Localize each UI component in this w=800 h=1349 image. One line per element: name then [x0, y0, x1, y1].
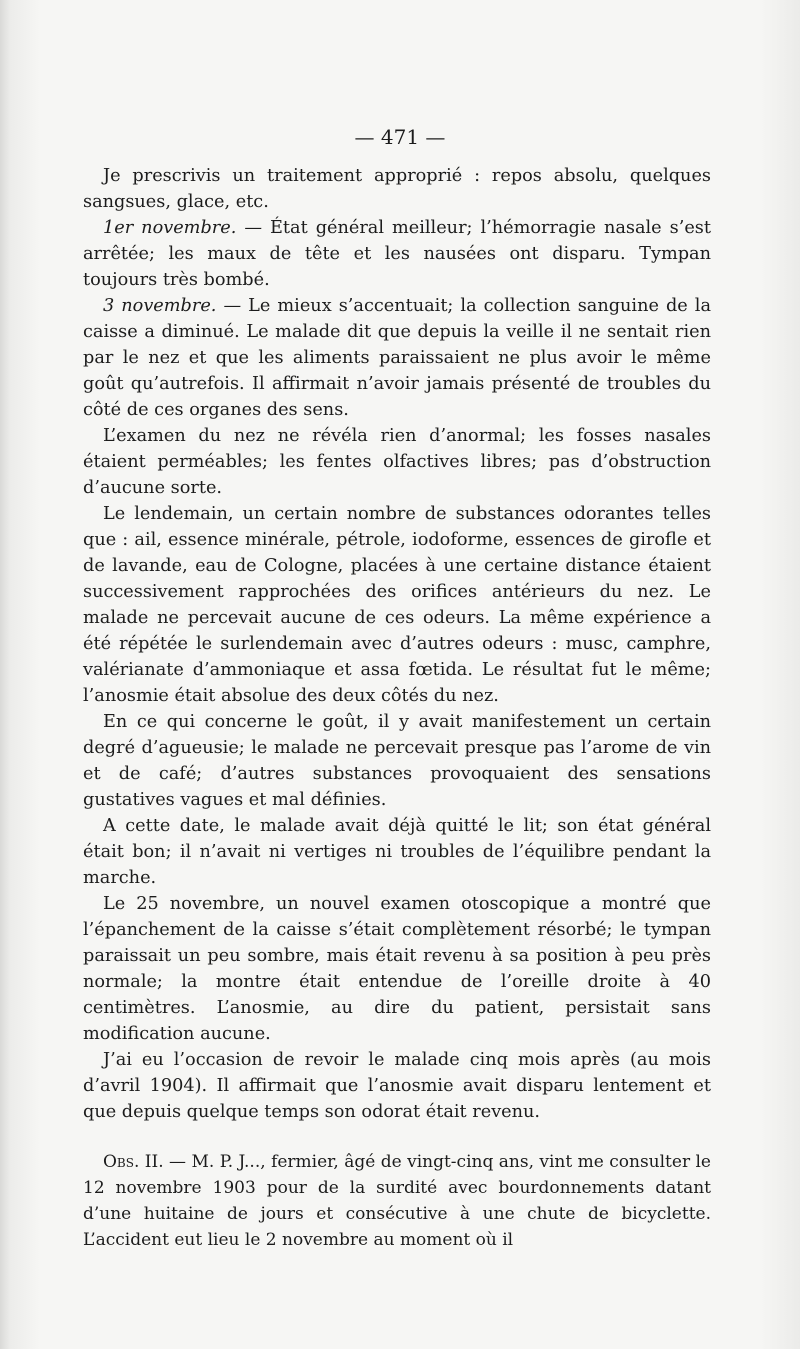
- date-heading: 3 novembre. —: [103, 296, 249, 316]
- paragraph-text: Le lendemain, un certain nombre de substances odorantes telles que : ail, essence minérale, pétrole, iodoforme, essences de girofle et de lavande, eau de Cologne, placées à une certaine distance étaient successivement rapprochées des orifices antérieurs du nez. Le malade ne percevait aucune de ces odeurs. La même expérience a été répétée le surlendemain avec d’autres odeurs : musc, camphre, valérianate d’ammoniaque et assa fœtida. Le résultat fut le même; l’anosmie était absolue des deux côtés du nez.: [83, 504, 711, 706]
- paragraph-text: L’examen du nez ne révéla rien d’anormal; les fosses nasales étaient perméables; les fentes olfactives libres; pas d’obstruction d’aucune sorte.: [83, 426, 711, 498]
- paragraph-text: Le mieux s’accentuait; la collection sanguine de la caisse a diminué. Le malade dit que depuis la veille il ne sentait rien par le nez et que les aliments paraissaient ne plus avoir le même goût qu’autrefois. Il affirmait n’avoir jamais présenté de troubles du côté de ces organes des sens.: [83, 296, 711, 420]
- body-text: [83, 163, 711, 1253]
- date-heading: 1er novembre. —: [103, 218, 271, 238]
- paragraph-text: Le 25 novembre, un nouvel examen otoscopique a montré que l’épanchement de la caisse s’était complètement résorbé; le tympan paraissait un peu sombre, mais était revenu à sa position à peu près normale; la montre était entendue de l’oreille droite à 40 centimètres. L’anosmie, au dire du patient, persistait sans modification aucune.: [83, 894, 711, 1044]
- paragraph: [83, 709, 711, 813]
- observation-text: M. P. J..., fermier, âgé de vingt-cinq ans, vint me consulter le 12 novembre 1903 pour de la surdité avec bourdonnements datant d’une huitaine de jours et consécutive à une chute de bicyclette. L’accident eut lieu le 2 novembre au moment où il: [83, 1152, 711, 1250]
- paragraph: [83, 423, 711, 501]
- paragraph-text: En ce qui concerne le goût, il y avait manifestement un certain degré d’agueusie; le malade ne percevait presque pas l’arome de vin et de café; d’autres substances provoquaient des sensations gustatives vagues et mal définies.: [83, 712, 711, 810]
- paragraph: [83, 891, 711, 1047]
- paragraph: [83, 163, 711, 215]
- observation-heading: Obs. II. —: [103, 1152, 192, 1172]
- paragraph: [83, 293, 711, 423]
- paragraph-text: État général meilleur; l’hémorragie nasale s’est arrêtée; les maux de tête et les nausées ont disparu. Tympan toujours très bombé.: [83, 218, 711, 290]
- paragraph-text: Je prescrivis un traitement approprié : repos absolu, quelques sangsues, glace, etc.: [83, 166, 711, 212]
- paragraph: [83, 1047, 711, 1125]
- paragraph: [83, 501, 711, 709]
- paragraph: [83, 813, 711, 891]
- paragraph: [83, 215, 711, 293]
- paragraph-text: J’ai eu l’occasion de revoir le malade cinq mois après (au mois d’avril 1904). Il affirmait que l’anosmie avait disparu lentement et que depuis quelque temps son odorat était revenu.: [83, 1050, 711, 1122]
- page-number: — 471 —: [354, 125, 446, 149]
- paragraph-text: A cette date, le malade avait déjà quitté le lit; son état général était bon; il n’avait ni vertiges ni troubles de l’équilibre pendant la marche.: [83, 816, 711, 888]
- observation-paragraph: [83, 1149, 711, 1253]
